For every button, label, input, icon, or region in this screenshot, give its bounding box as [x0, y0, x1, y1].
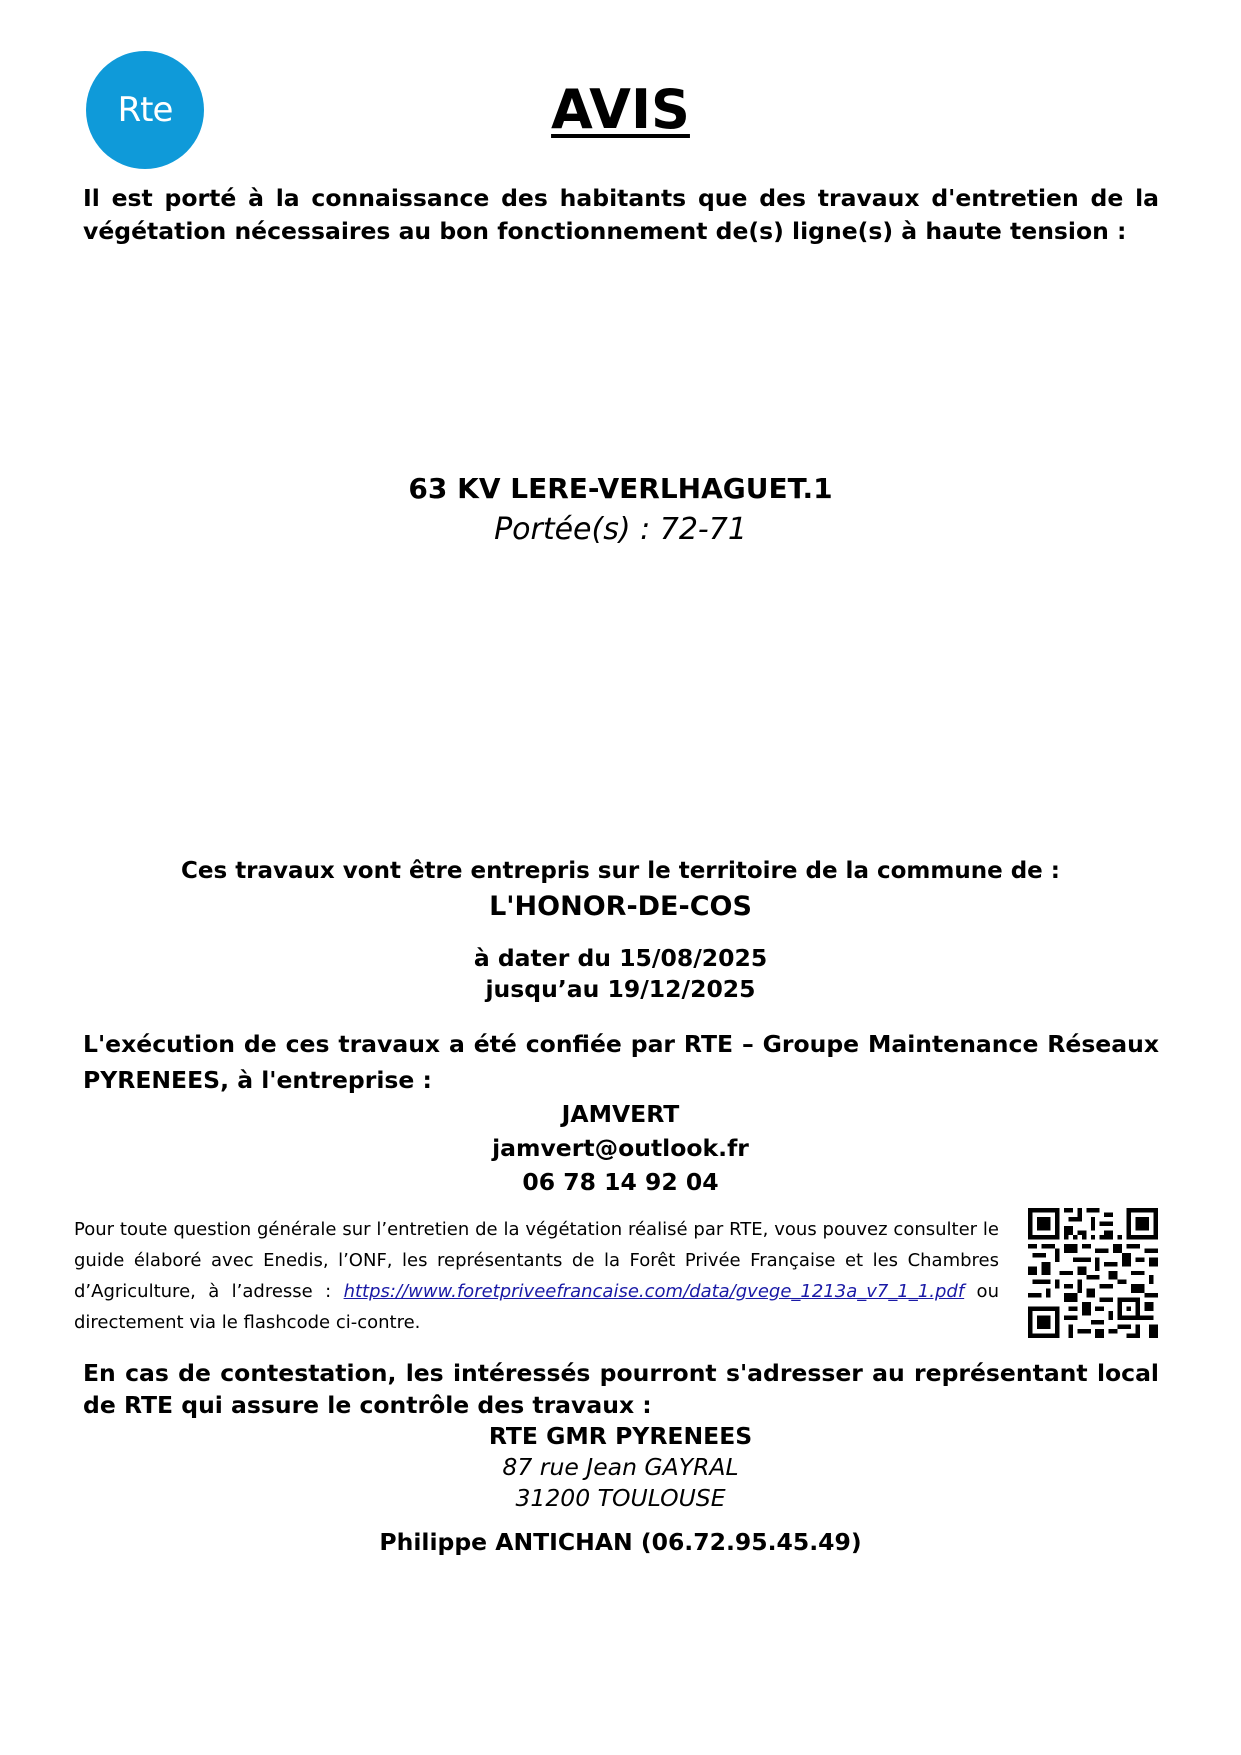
page-title: AVIS — [551, 78, 690, 141]
contact-person: Philippe ANTICHAN (06.72.95.45.49) — [379, 1528, 862, 1556]
commune-intro: Ces travaux vont être entrepris sur le territoire de la commune de : — [181, 858, 1060, 884]
contest-paragraph: En cas de contestation, les intéressés pourront s'adresser au représentant local de RTE qui assure le contrôle des travaux : — [83, 1359, 1159, 1419]
company-phone: 06 78 14 92 04 — [522, 1168, 719, 1196]
info-text-after: ou directement via le flashcode ci-contre. — [74, 1281, 999, 1333]
rte-office-street: 87 rue Jean GAYRAL — [502, 1453, 739, 1481]
info-text-before: Pour toute question générale sur l’entretien de la végétation réalisé par RTE, vous pouvez consulter le guide élaboré avec Enedis, l’ONF, les représentants de la Forêt Privée Française et les Chambres d’Agriculture, à l’adresse : — [74, 1219, 999, 1302]
qr-code-icon — [1028, 1208, 1158, 1338]
power-line-name: 63 KV LERE-VERLHAGUET.1 — [408, 472, 833, 505]
power-line-spans: Portée(s) : 72-71 — [494, 512, 747, 547]
rte-logo-text: Rte — [117, 90, 173, 130]
commune-name: L'HONOR-DE-COS — [489, 891, 752, 922]
company-name: JAMVERT — [561, 1100, 680, 1128]
start-date: à dater du 15/08/2025 — [473, 944, 768, 972]
guide-link[interactable]: https://www.foretpriveefrancaise.com/data/gvege_1213a_v7_1_1.pdf — [343, 1281, 965, 1302]
rte-office-city: 31200 TOULOUSE — [515, 1484, 726, 1512]
info-paragraph — [74, 1214, 999, 1338]
execution-paragraph: L'exécution de ces travaux a été confiée par RTE – Groupe Maintenance Réseaux PYRENEES, à l'entreprise : — [83, 1030, 1159, 1094]
intro-paragraph: Il est porté à la connaissance des habitants que des travaux d'entretien de la végétation nécessaires au bon fonctionnement de(s) ligne(s) à haute tension : — [83, 184, 1159, 245]
end-date: jusqu’au 19/12/2025 — [485, 975, 756, 1003]
rte-office-name: RTE GMR PYRENEES — [488, 1422, 753, 1450]
company-email: jamvert@outlook.fr — [492, 1134, 749, 1162]
